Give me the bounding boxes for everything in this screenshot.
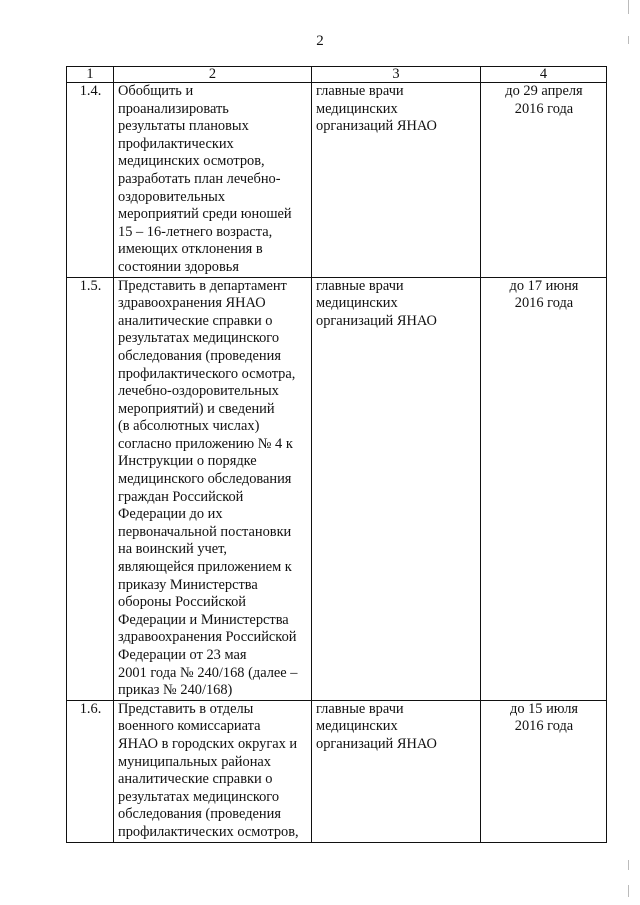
task-text-line: муниципальных районах: [118, 753, 271, 770]
task-text-line: лечебно-оздоровительных: [118, 383, 279, 400]
task-text-line: Федерации до их: [118, 506, 223, 523]
deadline-text-line: 2016 года: [514, 295, 574, 312]
task-text-line: обследования (проведения: [118, 806, 281, 823]
responsible-text-line: главные врачи: [316, 83, 404, 99]
task-text-line: мероприятий среди юношей: [118, 206, 292, 223]
task-text-line: медицинского обследования: [118, 471, 292, 488]
task-text-line: Обобщить и: [118, 83, 194, 99]
task-text-line: 2001 года № 240/168 (далее –: [118, 664, 298, 681]
task-text-line: обороны Российской: [118, 594, 246, 611]
task-text-line: результатах медицинского: [118, 788, 280, 805]
task-text-line: здравоохранения Российской: [118, 629, 297, 646]
responsible-text: [312, 277, 481, 700]
task-text: [114, 700, 312, 842]
table-row: [67, 277, 607, 700]
task-text-line: приказ № 240/168): [118, 682, 233, 699]
column-header: 2: [114, 67, 312, 83]
task-text-line: Федерации от 23 мая: [118, 647, 247, 663]
task-text-line: обследования (проведения: [118, 347, 281, 364]
responsible-text-line: главные врачи: [316, 277, 404, 294]
task-text-line: согласно приложению № 4 к: [118, 435, 293, 452]
task-text-line: приказу Министерства: [118, 576, 258, 593]
deadline-text-line: 2016 года: [514, 100, 574, 117]
task-text-line: аналитические справки о: [118, 771, 273, 788]
table-row: [67, 83, 607, 278]
task-text-line: оздоровительных: [118, 188, 226, 205]
page-number: 2: [316, 33, 324, 49]
task-text-line: первоначальной постановки: [118, 523, 292, 540]
deadline-text-line: 2016 года: [514, 718, 574, 735]
deadline-text: [481, 83, 607, 278]
task-text-line: здравоохранения ЯНАО: [118, 295, 266, 312]
deadline-text-line: до 29 апреля: [505, 83, 583, 99]
task-text-line: Представить в отделы: [118, 700, 254, 717]
column-header: 3: [312, 67, 481, 83]
task-text-line: состоянии здоровья: [118, 258, 239, 275]
task-text: [114, 277, 312, 700]
task-text-line: медицинских осмотров,: [118, 153, 265, 170]
task-text-line: разработать план лечебно-: [118, 170, 281, 187]
item-number: 1.6.: [67, 700, 114, 842]
scan-artifact-marks: [624, 0, 634, 905]
table-header-row: [67, 67, 607, 83]
task-text-line: мероприятий) и сведений: [118, 400, 275, 417]
responsible-text: [312, 83, 481, 278]
responsible-text-line: организаций ЯНАО: [316, 118, 437, 135]
task-text-line: аналитические справки о: [118, 312, 273, 329]
task-text-line: на воинский учет,: [118, 541, 227, 558]
responsible-text: [312, 700, 481, 842]
task-text-line: профилактического осмотра,: [118, 365, 296, 382]
responsible-text-line: медицинских: [316, 100, 398, 117]
task-text-line: 15 – 16-летнего возраста,: [118, 223, 273, 240]
task-text-line: проанализировать: [118, 100, 229, 117]
task-text-line: Федерации и Министерства: [118, 611, 289, 628]
deadline-text-line: до 15 июля: [510, 700, 578, 717]
task-text-line: профилактических осмотров,: [118, 823, 299, 840]
task-text-line: ЯНАО в городских округах и: [118, 735, 298, 752]
task-text-line: Представить в департамент: [118, 277, 287, 294]
task-text-line: (в абсолютных числах): [118, 418, 260, 435]
responsible-text-line: организаций ЯНАО: [316, 312, 437, 329]
task-text-line: граждан Российской: [118, 488, 244, 505]
item-number: 1.4.: [67, 83, 114, 278]
deadline-text-line: до 17 июня: [509, 277, 579, 294]
responsible-text-line: организаций ЯНАО: [316, 735, 437, 752]
responsible-text-line: медицинских: [316, 718, 398, 735]
measures-table: [66, 66, 607, 843]
task-text: [114, 83, 312, 278]
task-text-line: результаты плановых: [118, 118, 249, 135]
task-text-line: военного комиссариата: [118, 718, 261, 735]
task-text-line: Инструкции о порядке: [118, 453, 257, 470]
deadline-text: [481, 700, 607, 842]
responsible-text-line: главные врачи: [316, 700, 404, 717]
task-text-line: являющейся приложением к: [118, 559, 292, 576]
task-text-line: имеющих отклонения в: [118, 241, 263, 258]
deadline-text: [481, 277, 607, 700]
item-number: 1.5.: [67, 277, 114, 700]
task-text-line: профилактических: [118, 135, 234, 152]
table-row: [67, 700, 607, 842]
column-header: 1: [67, 67, 114, 83]
column-header: 4: [481, 67, 607, 83]
task-text-line: результатах медицинского: [118, 330, 280, 347]
responsible-text-line: медицинских: [316, 295, 398, 312]
